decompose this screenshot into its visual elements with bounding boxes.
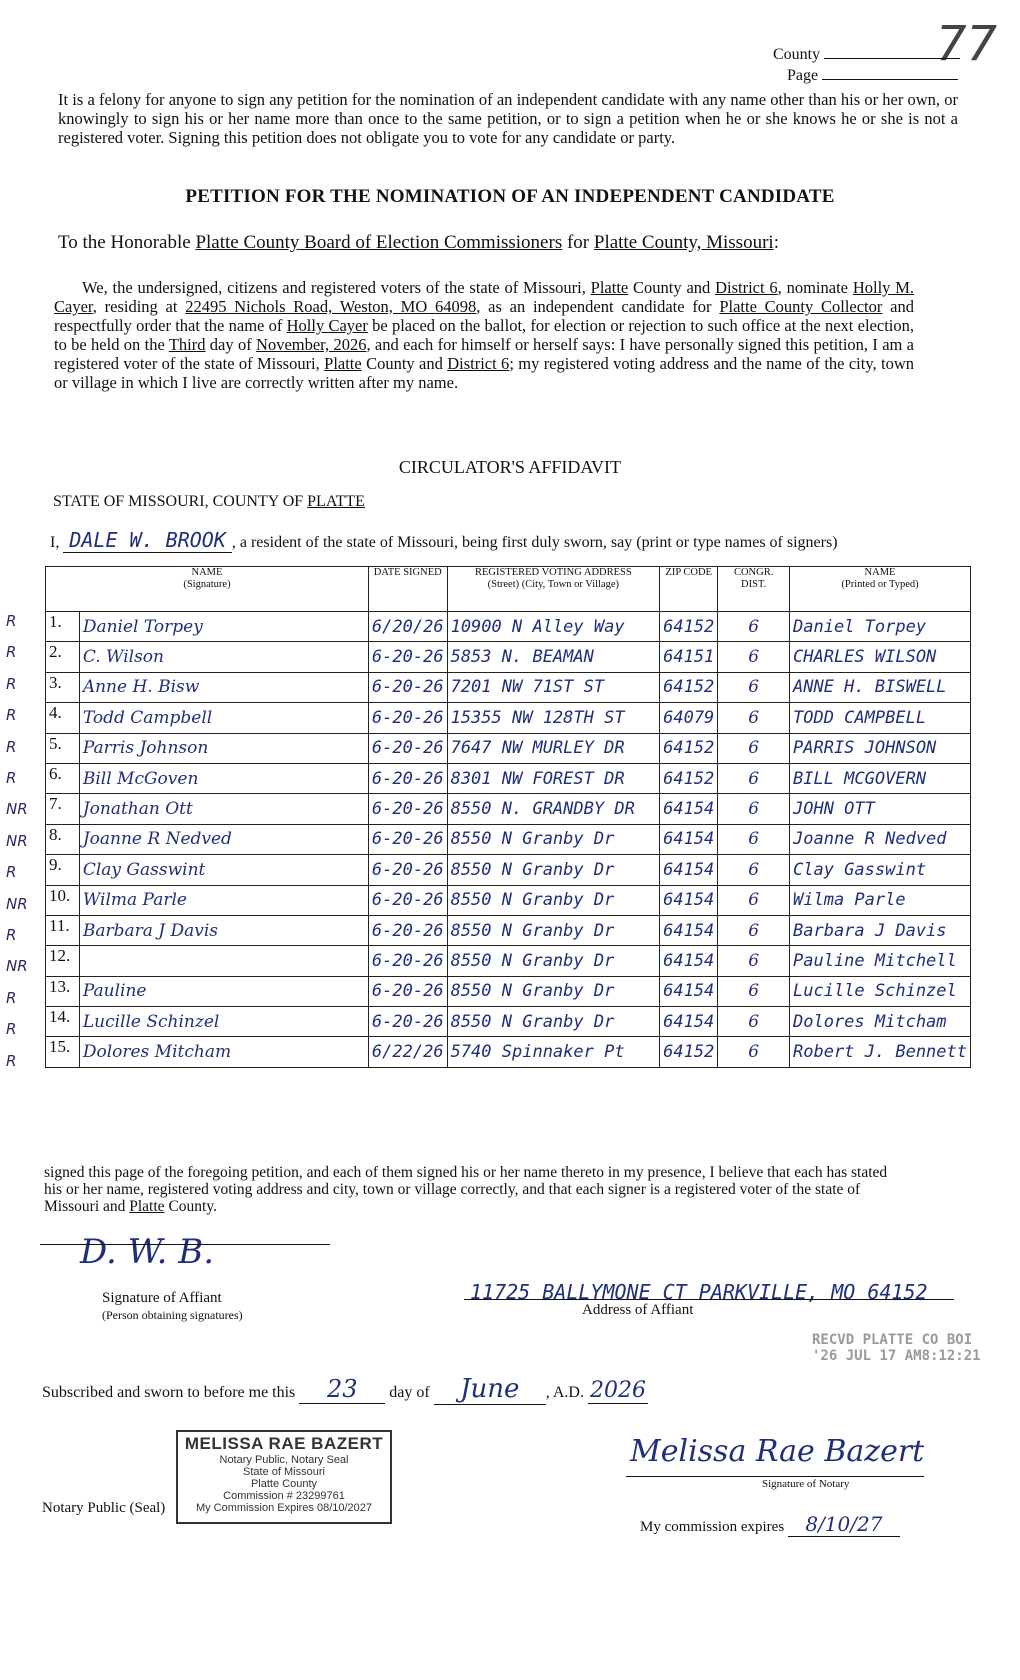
date-signed-cell: 6-20-26 — [368, 855, 447, 885]
seal-name: MELISSA RAE BAZERT — [184, 1434, 384, 1453]
body-text-6: and respectfully order that the name of — [54, 297, 914, 335]
stamp-line-2: '26 JUL 17 AM8:12:21 — [812, 1348, 981, 1364]
verification-mark: R — [6, 769, 17, 787]
date-signed-cell: 6-20-26 — [368, 672, 447, 702]
row-number-cell: 15. — [46, 1037, 80, 1067]
signature-cell: Bill McGoven — [79, 763, 368, 793]
commission-expires — [640, 1512, 900, 1537]
congressional-district-cell: 6 — [718, 946, 790, 976]
notary-seal — [176, 1430, 392, 1524]
zip-code-cell: 64152 — [660, 763, 718, 793]
verification-mark: R — [6, 988, 17, 1007]
sworn-month: June — [434, 1374, 546, 1405]
body-day: Third — [168, 335, 206, 354]
verification-mark: R — [6, 863, 17, 882]
verification-mark: R — [6, 706, 17, 725]
printed-name-cell: Robert J. Bennett — [790, 1037, 971, 1067]
verification-mark: NR — [6, 894, 28, 913]
sworn-text-2: day of — [385, 1384, 434, 1401]
body-county-2: Platte — [324, 354, 362, 373]
verification-mark: NR — [6, 957, 28, 976]
voting-address-cell: 8550 N. GRANDBY DR — [447, 794, 660, 824]
circulator-prefix: I, — [50, 534, 64, 551]
date-signed-cell: 6-20-26 — [368, 733, 447, 763]
table-row — [46, 824, 971, 854]
affiant-address-label: Address of Affiant — [582, 1302, 694, 1318]
voting-address-cell: 15355 NW 128TH ST — [447, 703, 660, 733]
header-name-text: NAME — [191, 567, 223, 578]
zip-code-cell: 64154 — [660, 855, 718, 885]
verification-mark: R — [6, 1020, 17, 1039]
state-county-line — [53, 493, 365, 511]
addressee-mid: for — [562, 232, 594, 253]
verification-mark: R — [6, 612, 17, 630]
table-row — [46, 672, 971, 702]
affidavit-title: CIRCULATOR'S AFFIDAVIT — [398, 457, 622, 477]
table-row — [46, 885, 971, 915]
signature-cell: Pauline — [79, 976, 368, 1006]
congressional-district-cell: 6 — [718, 885, 790, 915]
row-number-cell: 6. — [46, 763, 80, 793]
voting-address-cell: 8550 N Granby Dr — [447, 1007, 660, 1037]
date-signed-cell: 6-20-26 — [368, 794, 447, 824]
body-text-11: ; my registered voting address and the name of the city, town or village in which I live are correctly written after my name. — [54, 354, 915, 392]
zip-code-cell: 64152 — [660, 672, 718, 702]
printed-name-cell: Clay Gasswint — [790, 855, 971, 885]
congressional-district-cell: 6 — [718, 1037, 790, 1067]
header-name — [46, 567, 369, 612]
date-signed-cell: 6-20-26 — [368, 915, 447, 945]
congressional-district-cell: 6 — [718, 824, 790, 854]
date-signed-cell: 6-20-26 — [368, 824, 447, 854]
stamp-line-1: RECVD PLATTE CO BOI — [812, 1332, 973, 1348]
addressee-board: Platte County Board of Election Commissioners — [195, 232, 563, 253]
body-text-7: be placed on the ballot, for election or rejection to such office at the next election, to be held on the — [54, 316, 915, 354]
row-number-cell: 9. — [46, 855, 80, 885]
notary-public-label: Notary Public (Seal) — [42, 1500, 166, 1516]
circulator-suffix: , a resident of the state of Missouri, being first duly sworn, say (print or type names of signers) — [231, 534, 838, 551]
printed-name-cell: ANNE H. BISWELL — [790, 672, 971, 702]
signature-cell: Lucille Schinzel — [79, 1007, 368, 1037]
header-name-sub: (Signature) — [183, 579, 231, 590]
printed-name-cell: Lucille Schinzel — [790, 976, 971, 1006]
body-text-2: County and — [628, 278, 716, 297]
received-stamp — [812, 1332, 981, 1364]
closing-text-2: County. — [164, 1198, 217, 1215]
signature-cell: Clay Gasswint — [79, 855, 368, 885]
table-header-row — [46, 567, 971, 612]
zip-code-cell: 64154 — [660, 946, 718, 976]
printed-name-cell: PARRIS JOHNSON — [790, 733, 971, 763]
body-candidate: Holly M. Cayer — [54, 278, 915, 316]
table-row — [46, 763, 971, 793]
affiant-signature-sublabel: (Person obtaining signatures) — [102, 1308, 243, 1322]
congressional-district-cell: 6 — [718, 733, 790, 763]
signature-cell: Dolores Mitcham — [79, 1037, 368, 1067]
signature-table — [45, 566, 971, 1068]
congressional-district-cell: 6 — [718, 763, 790, 793]
affiant-address-line — [464, 1299, 954, 1300]
printed-name-cell: Wilma Parle — [790, 885, 971, 915]
date-signed-cell: 6-20-26 — [368, 763, 447, 793]
zip-code-cell: 64079 — [660, 703, 718, 733]
zip-code-cell: 64151 — [660, 642, 718, 672]
table-row — [46, 612, 971, 642]
voting-address-cell: 8550 N Granby Dr — [447, 855, 660, 885]
signature-cell — [79, 946, 368, 976]
body-ballot-name: Holly Cayer — [286, 316, 368, 335]
printed-name-cell: Dolores Mitcham — [790, 1007, 971, 1037]
addressee-prefix: To the Honorable — [58, 232, 196, 253]
closing-county: Platte — [129, 1198, 165, 1215]
row-number-cell: 5. — [46, 733, 80, 763]
printed-name-cell: Daniel Torpey — [790, 612, 971, 642]
printed-name-cell: TODD CAMPBELL — [790, 703, 971, 733]
printed-name-cell: CHARLES WILSON — [790, 642, 971, 672]
petition-body — [54, 278, 914, 392]
header-printed-text: NAME — [864, 567, 896, 578]
printed-name-cell: JOHN OTT — [790, 794, 971, 824]
body-office: Platte County Collector — [719, 297, 883, 316]
congressional-district-cell: 6 — [718, 703, 790, 733]
date-signed-cell: 6/20/26 — [368, 612, 447, 642]
table-row — [46, 976, 971, 1006]
page-label: Page — [787, 67, 819, 84]
voting-address-cell: 8550 N Granby Dr — [447, 946, 660, 976]
commission-value: 8/10/27 — [788, 1512, 900, 1537]
row-number-cell: 2. — [46, 642, 80, 672]
signature-cell: Barbara J Davis — [79, 915, 368, 945]
row-number-cell: 11. — [46, 915, 80, 945]
voting-address-cell: 8301 NW FOREST DR — [447, 763, 660, 793]
date-signed-cell: 6-20-26 — [368, 946, 447, 976]
body-text-1: We, the undersigned, citizens and registered voters of the state of Missouri, — [82, 278, 591, 297]
printed-name-cell: Barbara J Davis — [790, 915, 971, 945]
voting-address-cell: 5853 N. BEAMAN — [447, 642, 660, 672]
verification-mark: R — [6, 926, 17, 944]
commission-label: My commission expires — [640, 1519, 788, 1535]
body-text-4: , residing at — [92, 297, 186, 316]
header-address-text: REGISTERED VOTING ADDRESS — [474, 567, 632, 578]
header-address-sub: (Street) (City, Town or Village) — [487, 579, 620, 590]
row-number-cell: 12. — [46, 946, 80, 976]
congressional-district-cell: 6 — [718, 794, 790, 824]
body-text-9: , and each for himself or herself says: I have personally signed this petition, I am a registered voter of the state of Missouri, — [54, 335, 914, 373]
addressee — [58, 232, 779, 254]
signature-cell: Wilma Parle — [79, 885, 368, 915]
printed-name-cell: Pauline Mitchell — [790, 946, 971, 976]
body-district-2: District 6 — [447, 354, 510, 373]
header-printed — [790, 567, 971, 612]
body-district: District 6 — [715, 278, 778, 297]
printed-name-cell: BILL MCGOVERN — [790, 763, 971, 793]
row-number-cell: 1. — [46, 612, 80, 642]
voting-address-cell: 8550 N Granby Dr — [447, 915, 660, 945]
seal-line-1: Notary Public, Notary Seal — [219, 1454, 349, 1466]
signature-cell: Joanne R Nedved — [79, 824, 368, 854]
zip-code-cell: 64154 — [660, 1007, 718, 1037]
sworn-line — [42, 1374, 648, 1405]
verification-mark: R — [6, 737, 17, 756]
date-signed-cell: 6-20-26 — [368, 703, 447, 733]
header-zip: ZIP CODE — [660, 567, 718, 612]
state-county-prefix: STATE OF MISSOURI, COUNTY OF — [53, 493, 308, 510]
congressional-district-cell: 6 — [718, 976, 790, 1006]
verification-mark: R — [6, 1051, 17, 1070]
table-row — [46, 855, 971, 885]
addressee-suffix: : — [773, 232, 779, 253]
verification-mark: NR — [6, 800, 28, 819]
seal-line-2: State of Missouri — [243, 1466, 325, 1478]
row-number-cell: 14. — [46, 1007, 80, 1037]
zip-code-cell: 64154 — [660, 824, 718, 854]
table-row — [46, 915, 971, 945]
zip-code-cell: 64154 — [660, 976, 718, 1006]
notary-signature: Melissa Rae Bazert — [630, 1434, 925, 1469]
signature-rows — [46, 612, 971, 1068]
zip-code-cell: 64154 — [660, 915, 718, 945]
seal-line-5: My Commission Expires 08/10/2027 — [195, 1502, 373, 1514]
voting-address-cell: 7647 NW MURLEY DR — [447, 733, 660, 763]
state-county-value: PLATTE — [307, 493, 365, 510]
congressional-district-cell: 6 — [718, 855, 790, 885]
table-row — [46, 642, 971, 672]
voting-address-cell: 8550 N Granby Dr — [447, 824, 660, 854]
signature-cell: Jonathan Ott — [79, 794, 368, 824]
congressional-district-cell: 6 — [718, 1007, 790, 1037]
body-county: Platte — [590, 278, 629, 297]
table-row — [46, 1037, 971, 1067]
row-number-cell: 7. — [46, 794, 80, 824]
zip-code-cell: 64152 — [660, 1037, 718, 1067]
handwritten-page-number: 77 — [936, 16, 998, 72]
sworn-text-3: , A.D. — [545, 1384, 588, 1401]
congressional-district-cell: 6 — [718, 642, 790, 672]
affidavit-closing — [44, 1164, 904, 1215]
table-row — [46, 1007, 971, 1037]
voting-address-cell: 8550 N Granby Dr — [447, 976, 660, 1006]
body-residence: 22495 Nichols Road, Weston, MO 64098 — [185, 297, 477, 316]
verification-mark: NR — [6, 831, 28, 850]
county-label: County — [773, 46, 821, 63]
signature-cell: Daniel Torpey — [79, 612, 368, 642]
table-row — [46, 703, 971, 733]
county-field — [773, 46, 960, 64]
header-printed-sub: (Printed or Typed) — [841, 579, 919, 590]
signature-cell: Anne H. Bisw — [79, 672, 368, 702]
table-row — [46, 946, 971, 976]
header-dist: CONGR. DIST. — [718, 567, 790, 612]
signature-cell: Todd Campbell — [79, 703, 368, 733]
header-address — [447, 567, 660, 612]
row-number-cell: 8. — [46, 824, 80, 854]
date-signed-cell: 6-20-26 — [368, 976, 447, 1006]
table-row — [46, 733, 971, 763]
page-field — [787, 67, 958, 85]
congressional-district-cell: 6 — [718, 915, 790, 945]
seal-line-3: Platte County — [250, 1478, 318, 1490]
row-number-cell: 3. — [46, 672, 80, 702]
body-text-10: County and — [361, 354, 448, 373]
verification-mark: R — [6, 643, 17, 662]
circulator-line — [50, 528, 838, 553]
sworn-text-1: Subscribed and sworn to before me this — [42, 1384, 300, 1401]
header-date: DATE SIGNED — [368, 567, 447, 612]
row-number-cell: 13. — [46, 976, 80, 1006]
body-month-year: November, 2026 — [256, 335, 367, 354]
closing-text-1: signed this page of the foregoing petition, and each of them signed his or her name thereto in my presence, I believe that each has stated his or her name, registered voting address and city, town or village correctly, and that each signer is a registered voter of the state of Missouri and — [44, 1164, 888, 1215]
row-number-cell: 4. — [46, 703, 80, 733]
affiant-signature: D. W. B. — [80, 1232, 215, 1272]
zip-code-cell: 64154 — [660, 794, 718, 824]
petition-title: PETITION FOR THE NOMINATION OF AN INDEPENDENT CANDIDATE — [185, 186, 835, 207]
affiant-address: 11725 BALLYMONE CT PARKVILLE, MO 64152 — [470, 1280, 928, 1304]
row-number-cell: 10. — [46, 885, 80, 915]
date-signed-cell: 6/22/26 — [368, 1037, 447, 1067]
affiant-signature-label: Signature of Affiant — [102, 1290, 222, 1306]
signature-cell: Parris Johnson — [79, 733, 368, 763]
felony-warning: It is a felony for anyone to sign any petition for the nomination of an independent candidate with any name other than his or her own, or knowingly to sign his or her name more than once to the same petition, or to sign a petition when he or she knows he or she is not a registered voter. Signing this petition does not obligate you to vote for any candidate or party. — [58, 90, 958, 147]
body-text-3: , nominate — [777, 278, 853, 297]
voting-address-cell: 7201 NW 71ST ST — [447, 672, 660, 702]
printed-name-cell: Joanne R Nedved — [790, 824, 971, 854]
zip-code-cell: 64152 — [660, 612, 718, 642]
sworn-year: 2026 — [589, 1378, 646, 1403]
zip-code-cell: 64154 — [660, 885, 718, 915]
addressee-county: Platte County, Missouri — [593, 232, 774, 253]
notary-signature-label: Signature of Notary — [762, 1478, 850, 1490]
seal-line-4: Commission # 23299761 — [223, 1490, 345, 1502]
signature-cell: C. Wilson — [79, 642, 368, 672]
sworn-day: 23 — [299, 1375, 385, 1404]
voting-address-cell: 8550 N Granby Dr — [447, 885, 660, 915]
zip-code-cell: 64152 — [660, 733, 718, 763]
date-signed-cell: 6-20-26 — [368, 885, 447, 915]
date-signed-cell: 6-20-26 — [368, 642, 447, 672]
verification-mark: R — [6, 674, 17, 693]
notary-signature-line — [626, 1476, 924, 1477]
body-text-8: day of — [205, 335, 257, 354]
circulator-name: DALE W. BROOK — [63, 528, 232, 553]
congressional-district-cell: 6 — [718, 612, 790, 642]
voting-address-cell: 10900 N Alley Way — [447, 612, 660, 642]
date-signed-cell: 6-20-26 — [368, 1007, 447, 1037]
voting-address-cell: 5740 Spinnaker Pt — [447, 1037, 660, 1067]
table-row — [46, 794, 971, 824]
congressional-district-cell: 6 — [718, 672, 790, 702]
body-text-5: , as an independent candidate for — [476, 297, 720, 316]
affiant-signature-line — [40, 1244, 330, 1245]
